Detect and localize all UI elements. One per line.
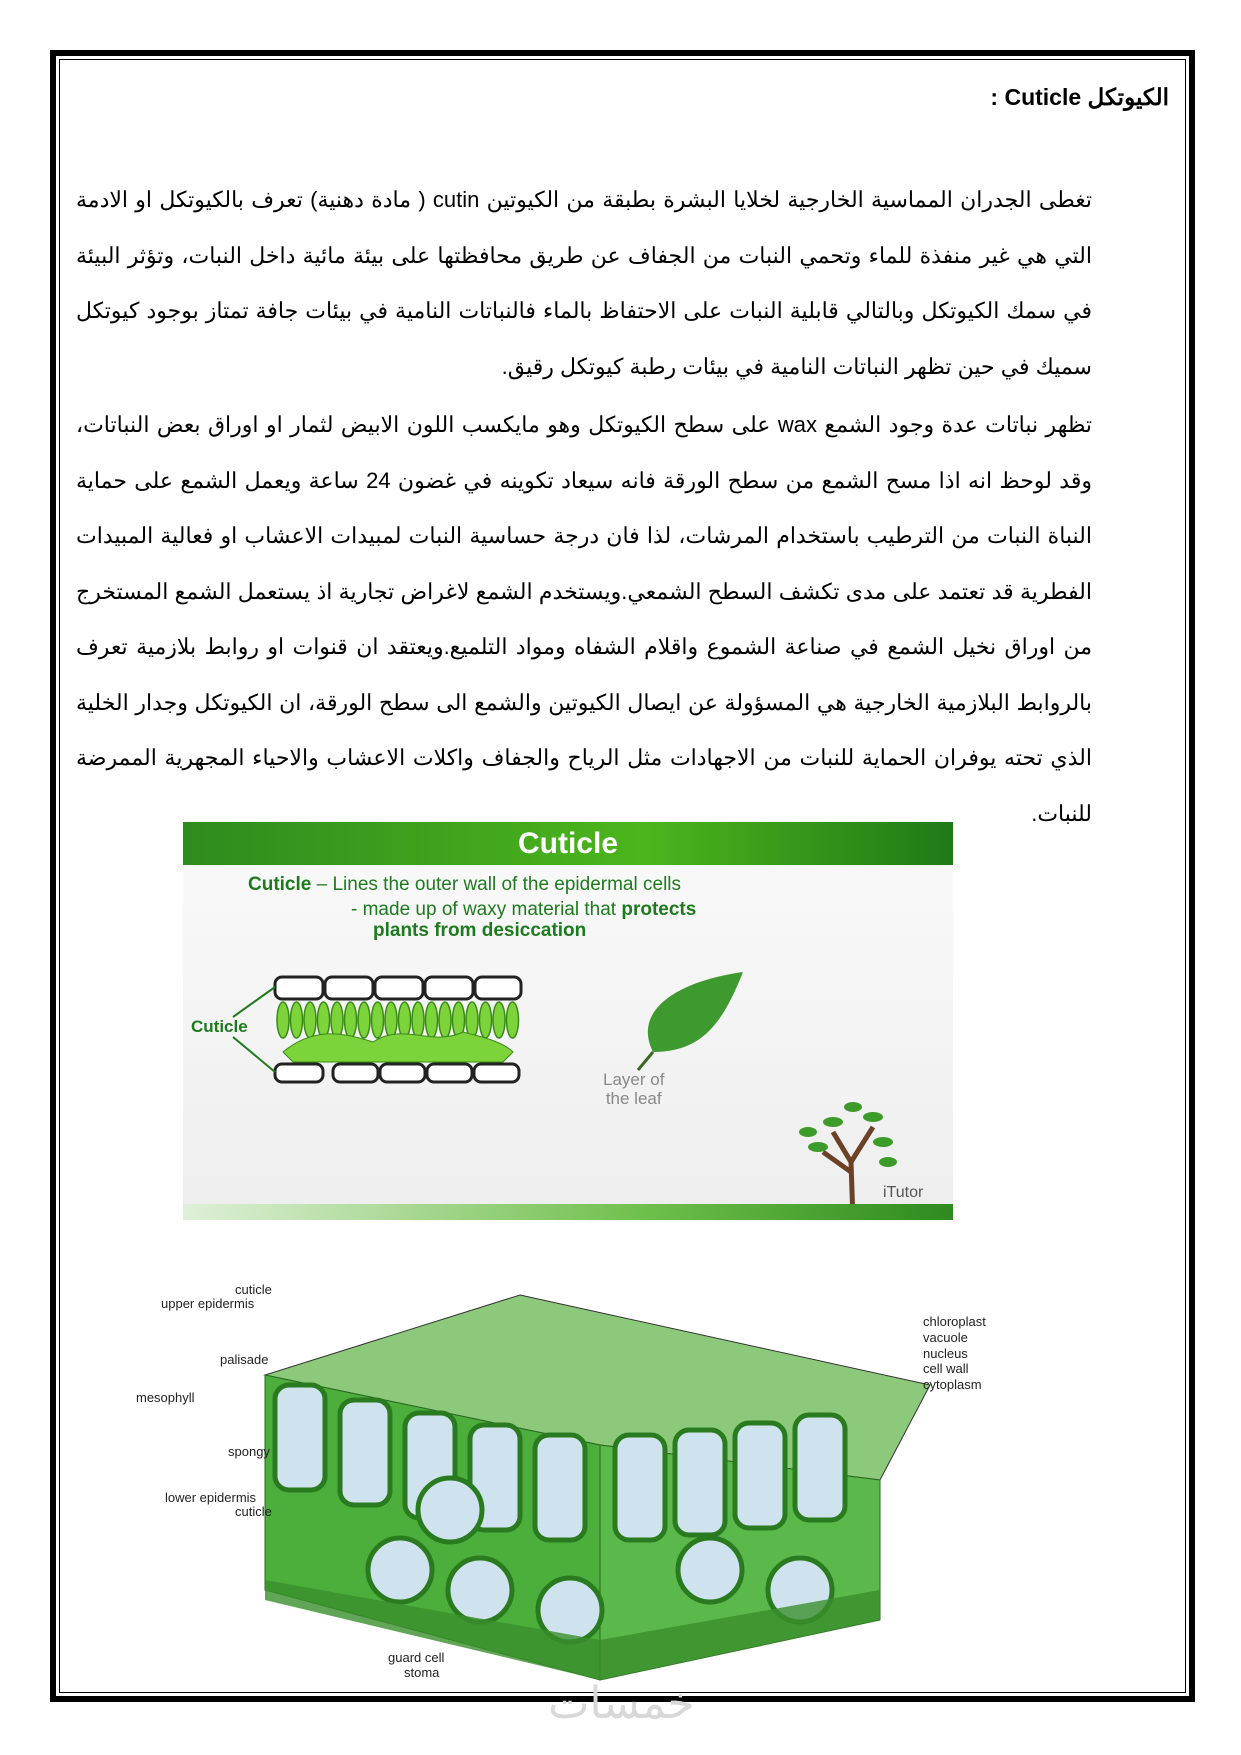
palisade-cell (318, 1002, 330, 1038)
slide-line-2-text: - made up of waxy material that (351, 899, 622, 920)
palisade-cell (493, 1002, 505, 1038)
leaf-3d-drawing (150, 1290, 1030, 1690)
palisade-cell (535, 1435, 585, 1540)
slide-line-1 (248, 874, 681, 896)
palisade-cell (340, 1400, 390, 1505)
label-vacuole: vacuole (923, 1330, 968, 1345)
leaf-icon (633, 972, 763, 1072)
palisade-cell (275, 1385, 325, 1490)
slide-term: Cuticle (248, 874, 312, 895)
label-cytoplasm: cytoplasm (923, 1377, 982, 1392)
palisade-cell (795, 1415, 845, 1520)
paragraph-cutin: تغطى الجدران المماسية الخارجية لخلايا البشرة بطبقة من الكيوتين cutin ( مادة دهنية) تعرف بالكيوتكل او الادمة التي هي غير منفذة للماء وتحمي النبات من الجفاف عن طريق محافظتها على بيئة مائية داخل النبات، وتؤثر البيئة في سمك الكيوتكل وبالتالي قابلية النبات على الاحتفاظ بالماء فالنباتات النامية في بيئات جافة تمتاز بوجود كيوتكل سميك في حين تظهر النباتات النامية في بيئات رطبة كيوتكل رقيق. (76, 187, 1093, 379)
leaf-cross-section-diagram (136, 1282, 1030, 1690)
label-chloroplast: chloroplast (923, 1314, 986, 1329)
palisade-cell (412, 1002, 424, 1038)
slide-line-1-text: – Lines the outer wall of the epidermal cells (316, 874, 682, 895)
label-upper-epidermis: upper epidermis (161, 1296, 255, 1311)
spongy-cell (678, 1538, 742, 1602)
section-heading: الكيوتكل Cuticle : (990, 84, 1169, 110)
label-stoma: stoma (404, 1665, 440, 1680)
palisade-cell (399, 1002, 411, 1038)
leaf-caption-line-1: Layer of (603, 1070, 665, 1089)
paragraph-wax: تظهر نباتات عدة وجود الشمع wax على سطح الكيوتكل وهو مايكسب اللون الابيض لثمار او اوراق بعض النباتات، وقد لوحظ انه اذا مسح الشمع من سطح الورقة فانه سيعاد تكوينه في غضون 24 ساعة ويعمل الشمع على حماية النباة النبات من الترطيب باستخدام المرشات، لذا فان درجة حساسية النبات لمبيدات الاعشاب او فعالية المبيدات الفطرية قد تعتمد على مدى تكشف السطح الشمعي.ويستخدم الشمع لاغراض تجارية اذ يستعمل الشمع المستخرج من اوراق نخيل الشمع في صناعة الشموع واقلام الشفاه ومواد التلميع.ويعتقد ان قنوات او روابط بلازمية تعرف بالروابط البلازمية الخارجية هي المسؤولة عن ايصال الكيوتين والشمع الى سطح الورقة، ان الكيوتكل وجدار الخلية الذي تحته يوفران الحماية للنبات من الاجهادات مثل الرياح والجفاف واكلات الاعشاب والاحياء المجهرية الممرضة للنبات. (76, 412, 1092, 826)
leaf-caption-line-2: the leaf (605, 1089, 662, 1108)
label-palisade: palisade (220, 1352, 269, 1367)
palisade-cell (277, 1002, 289, 1038)
slide-line-3: plants from desiccation (373, 920, 587, 941)
spongy-cell (368, 1538, 432, 1602)
spongy-cell (448, 1558, 512, 1622)
label-cell-wall: cell wall (923, 1361, 969, 1376)
palisade-cell (331, 1002, 343, 1038)
palisade-cell (358, 1002, 370, 1038)
palisade-cell (466, 1002, 478, 1038)
watermark-logo: خمسات (548, 1679, 695, 1728)
palisade-cell (615, 1435, 665, 1540)
cuticle-label: Cuticle (191, 1017, 248, 1036)
palisade-cell (372, 1002, 384, 1038)
leaf-section-drawing (183, 972, 543, 1092)
palisade-cell (291, 1002, 303, 1038)
palisade-cell (735, 1423, 785, 1528)
slide-line-2 (351, 899, 696, 921)
spongy-cell (418, 1478, 482, 1542)
itutor-logo: iTutor (883, 1184, 924, 1201)
palisade-cell (480, 1002, 492, 1038)
slide-title: Cuticle (183, 822, 953, 865)
palisade-cell (304, 1002, 316, 1038)
label-guard-cell: guard cell (388, 1650, 445, 1665)
palisade-cell (675, 1430, 725, 1535)
label-lower-epidermis: lower epidermis (165, 1490, 257, 1505)
label-cuticle-top: cuticle (235, 1282, 272, 1297)
label-spongy: spongy (228, 1444, 270, 1459)
palisade-cell (385, 1002, 397, 1038)
cuticle-slide-image (183, 822, 953, 1220)
label-cuticle-bottom: cuticle (235, 1504, 272, 1519)
label-mesophyll: mesophyll (136, 1390, 195, 1405)
palisade-cell (507, 1002, 519, 1038)
slide-footer-bar (183, 1204, 953, 1220)
label-nucleus: nucleus (923, 1346, 968, 1361)
palisade-cell (439, 1002, 451, 1038)
slide-line-2-bold: protects (621, 899, 697, 920)
palisade-cell (345, 1002, 357, 1038)
palisade-cell (426, 1002, 438, 1038)
leaf-caption (603, 1070, 664, 1108)
